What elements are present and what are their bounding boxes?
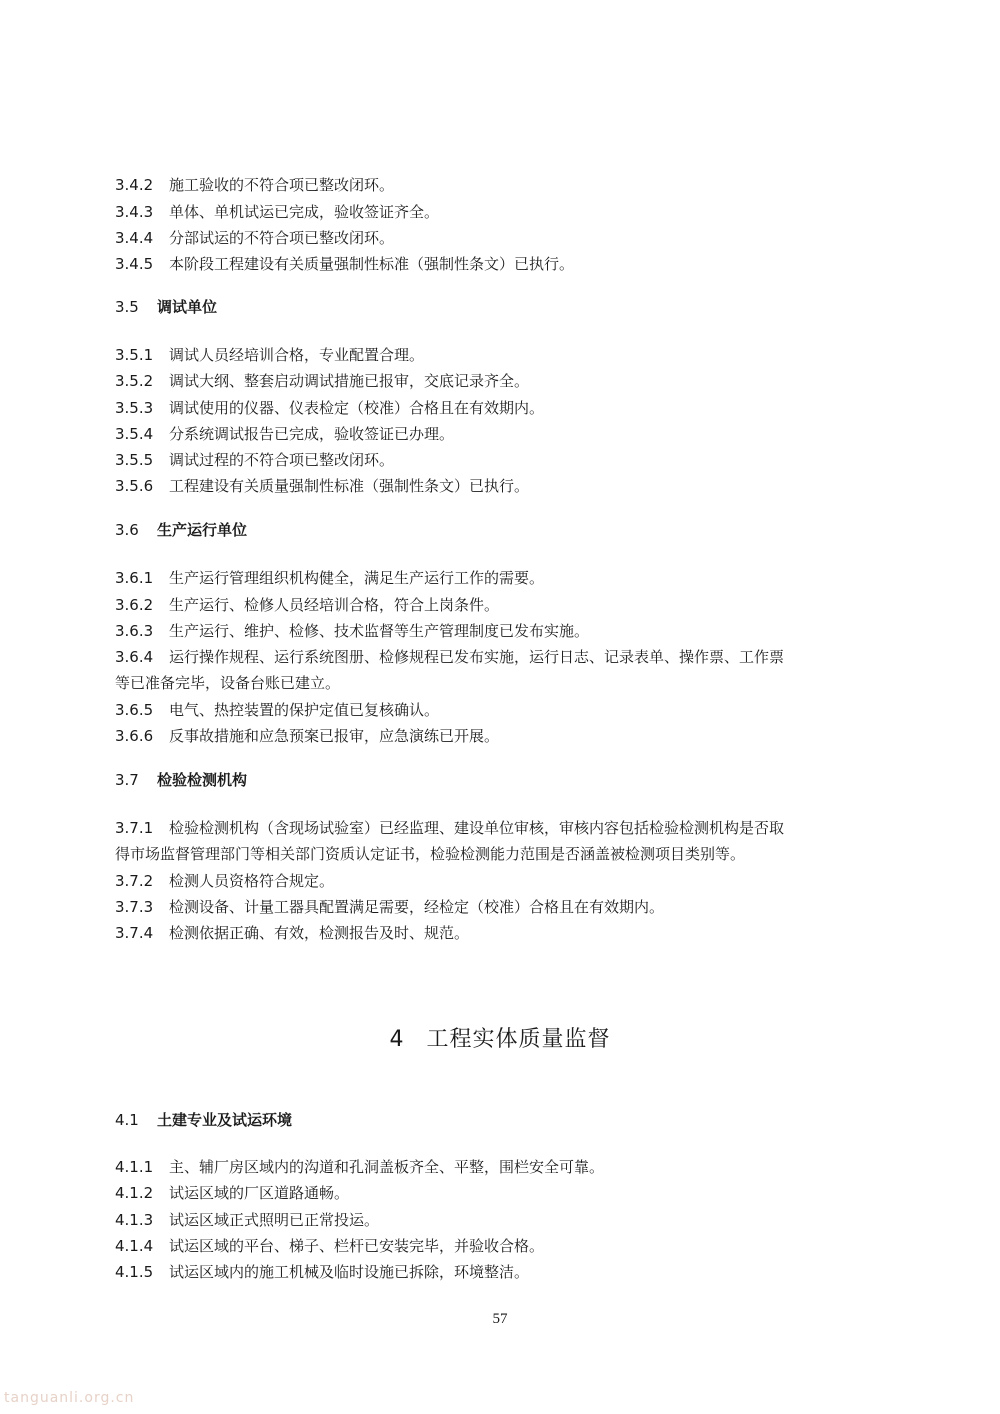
clause-number: 3.5.4 <box>115 425 154 443</box>
clause-item <box>115 254 574 274</box>
clause-number: 3.4.4 <box>115 229 154 247</box>
clause-text: 分部试运的不符合项已整改闭环。 <box>169 229 395 247</box>
clause-number: 4.1.1 <box>115 1158 154 1176</box>
section-number: 3.7 <box>115 771 139 789</box>
clause-number: 4.1.5 <box>115 1263 154 1281</box>
clause-item <box>115 726 499 746</box>
chapter-number: 4 <box>389 1027 405 1052</box>
chapter-title: 工程实体质量监督 <box>426 1027 611 1052</box>
clause-number: 4.1.3 <box>115 1211 154 1229</box>
clause-text: 施工验收的不符合项已整改闭环。 <box>169 176 395 194</box>
clause-text: 检测人员资格符合规定。 <box>169 872 335 890</box>
clause-text: 单体、单机试运已完成，验收签证齐全。 <box>169 203 440 221</box>
section-number: 3.5 <box>115 298 139 316</box>
clause-number: 3.5.2 <box>115 372 154 390</box>
clause-text: 本阶段工程建设有关质量强制性标准（强制性条文）已执行。 <box>169 255 575 273</box>
clause-item <box>115 1157 604 1177</box>
clause-number: 3.4.2 <box>115 176 154 194</box>
clause-item <box>115 595 499 615</box>
clause-item <box>115 424 454 444</box>
clause-text: 试运区域内的施工机械及临时设施已拆除，环境整洁。 <box>169 1263 530 1281</box>
clause-number: 3.4.3 <box>115 203 154 221</box>
clause-item <box>115 371 529 391</box>
clause-number: 3.7.4 <box>115 924 154 942</box>
clause-item <box>115 450 394 470</box>
clause-item <box>115 621 589 641</box>
clause-text: 分系统调试报告已完成，验收签证已办理。 <box>169 425 455 443</box>
clause-text: 试运区域正式照明已正常投运。 <box>169 1211 380 1229</box>
clause-text: 工程建设有关质量强制性标准（强制性条文）已执行。 <box>169 477 530 495</box>
clause-number: 3.4.5 <box>115 255 154 273</box>
clause-number: 4.1.2 <box>115 1184 154 1202</box>
clause-text: 调试人员经培训合格，专业配置合理。 <box>169 346 425 364</box>
clause-text: 检测依据正确、有效，检测报告及时、规范。 <box>169 924 470 942</box>
page-number: 57 <box>492 1311 508 1327</box>
clause-text: 试运区域的平台、梯子、栏杆已安装完毕，并验收合格。 <box>169 1237 545 1255</box>
clause-text: 生产运行管理组织机构健全，满足生产运行工作的需要。 <box>169 569 545 587</box>
section-heading <box>115 1110 292 1130</box>
clause-item <box>115 897 664 917</box>
clause-item <box>115 228 394 248</box>
clause-number: 3.7.2 <box>115 872 154 890</box>
section-number: 3.6 <box>115 521 139 539</box>
clause-text-continuation: 等已准备完毕，设备台账已建立。 <box>115 674 341 692</box>
clause-text: 运行操作规程、运行系统图册、检修规程已发布实施，运行日志、记录表单、操作票、工作票 <box>169 648 785 666</box>
clause-number: 3.6.5 <box>115 701 154 719</box>
chapter-heading <box>0 1025 1000 1055</box>
clause-item <box>115 1262 529 1282</box>
clause-number: 3.6.4 <box>115 648 154 666</box>
clause-item <box>115 476 529 496</box>
clause-number: 3.7.1 <box>115 819 154 837</box>
clause-number: 3.5.6 <box>115 477 154 495</box>
clause-number: 3.5.1 <box>115 346 154 364</box>
clause-item <box>115 175 394 195</box>
clause-item <box>115 345 424 365</box>
clause-text: 调试大纲、整套启动调试措施已报审，交底记录齐全。 <box>169 372 530 390</box>
clause-text: 检测设备、计量工器具配置满足需要，经检定（校准）合格且在有效期内。 <box>169 898 665 916</box>
clause-item <box>115 398 544 418</box>
clause-number: 3.5.3 <box>115 399 154 417</box>
clause-item <box>115 1236 544 1256</box>
clause-item <box>115 1210 379 1230</box>
section-title: 检验检测机构 <box>157 771 248 789</box>
clause-item <box>115 700 439 720</box>
clause-text: 调试使用的仪器、仪表检定（校准）合格且在有效期内。 <box>169 399 545 417</box>
clause-number: 3.5.5 <box>115 451 154 469</box>
clause-number: 4.1.4 <box>115 1237 154 1255</box>
clause-number: 3.6.6 <box>115 727 154 745</box>
section-heading <box>115 520 247 540</box>
section-number: 4.1 <box>115 1111 139 1129</box>
clause-text: 主、辅厂房区域内的沟道和孔洞盖板齐全、平整，围栏安全可靠。 <box>169 1158 605 1176</box>
section-heading <box>115 770 247 790</box>
clause-item <box>115 923 469 943</box>
watermark: tanguanli.org.cn <box>4 1390 135 1406</box>
clause-item <box>115 647 784 667</box>
clause-text: 试运区域的厂区道路通畅。 <box>169 1184 350 1202</box>
section-heading <box>115 297 217 317</box>
clause-text: 电气、热控装置的保护定值已复核确认。 <box>169 701 440 719</box>
clause-number: 3.6.1 <box>115 569 154 587</box>
clause-text: 检验检测机构（含现场试验室）已经监理、建设单位审核，审核内容包括检验检测机构是否取 <box>169 819 785 837</box>
clause-item <box>115 871 334 891</box>
clause-text-continuation: 得市场监督管理部门等相关部门资质认定证书，检验检测能力范围是否涵盖被检测项目类别等。 <box>115 845 746 863</box>
clause-number: 3.6.3 <box>115 622 154 640</box>
clause-number: 3.6.2 <box>115 596 154 614</box>
clause-item <box>115 568 544 588</box>
section-title: 生产运行单位 <box>157 521 248 539</box>
clause-text: 生产运行、检修人员经培训合格，符合上岗条件。 <box>169 596 500 614</box>
clause-item <box>115 818 784 838</box>
clause-item <box>115 202 439 222</box>
clause-text: 生产运行、维护、检修、技术监督等生产管理制度已发布实施。 <box>169 622 590 640</box>
section-title: 调试单位 <box>157 298 218 316</box>
clause-number: 3.7.3 <box>115 898 154 916</box>
section-title: 土建专业及试运环境 <box>157 1111 293 1129</box>
clause-text: 反事故措施和应急预案已报审，应急演练已开展。 <box>169 727 500 745</box>
clause-item <box>115 1183 349 1203</box>
clause-text: 调试过程的不符合项已整改闭环。 <box>169 451 395 469</box>
